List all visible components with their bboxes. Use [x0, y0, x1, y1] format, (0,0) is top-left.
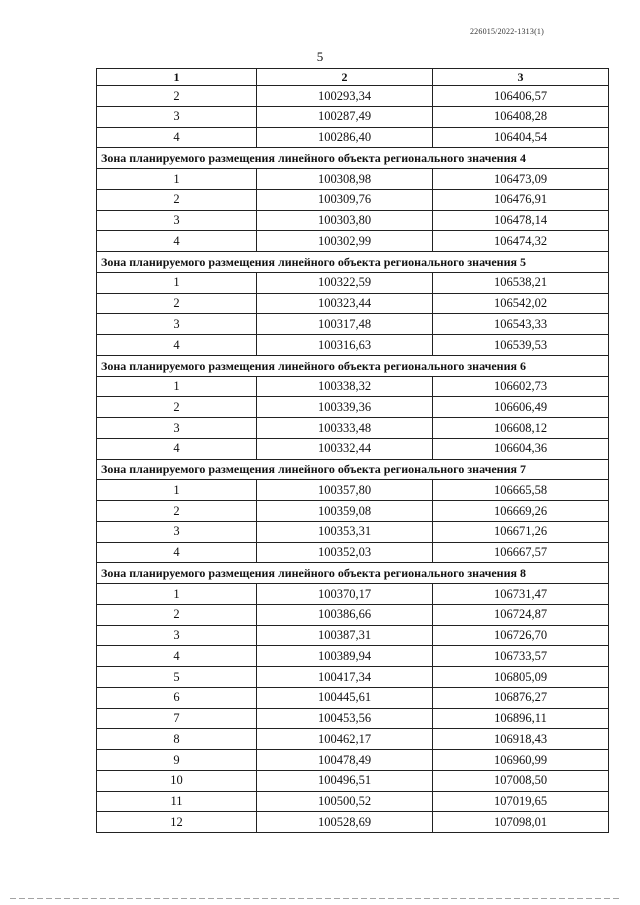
- table-header: [97, 69, 609, 86]
- table-row: [97, 272, 609, 293]
- table-row: [97, 708, 609, 729]
- y-coordinate-cell: 106478,14: [433, 210, 609, 231]
- y-coordinate-cell: 106733,57: [433, 646, 609, 667]
- table-row: [97, 169, 609, 190]
- x-coordinate-cell: 100308,98: [257, 169, 433, 190]
- y-coordinate-cell: 106539,53: [433, 335, 609, 356]
- document-id: 226015/2022-1313(1): [469, 27, 544, 36]
- y-coordinate-cell: 106896,11: [433, 708, 609, 729]
- table-row: [97, 86, 609, 107]
- table-row: [97, 729, 609, 750]
- point-number-cell: 6: [97, 687, 257, 708]
- y-coordinate-cell: 106404,54: [433, 127, 609, 148]
- point-number-cell: 1: [97, 169, 257, 190]
- table-row: [97, 335, 609, 356]
- y-coordinate-cell: 106726,70: [433, 625, 609, 646]
- section-header-row: [97, 252, 609, 273]
- point-number-cell: 12: [97, 812, 257, 833]
- y-coordinate-cell: 106606,49: [433, 397, 609, 418]
- x-coordinate-cell: 100453,56: [257, 708, 433, 729]
- y-coordinate-cell: 106538,21: [433, 272, 609, 293]
- section-title: Зона планируемого размещения линейного объекта регионального значения 4: [97, 148, 609, 169]
- point-number-cell: 1: [97, 480, 257, 501]
- table-row: [97, 667, 609, 688]
- x-coordinate-cell: 100389,94: [257, 646, 433, 667]
- section-header-row: [97, 148, 609, 169]
- table-row: [97, 438, 609, 459]
- table-row: [97, 397, 609, 418]
- x-coordinate-cell: 100323,44: [257, 293, 433, 314]
- point-number-cell: 4: [97, 127, 257, 148]
- table-row: [97, 646, 609, 667]
- point-number-cell: 2: [97, 501, 257, 522]
- x-coordinate-cell: 100322,59: [257, 272, 433, 293]
- y-coordinate-cell: 106724,87: [433, 604, 609, 625]
- x-coordinate-cell: 100352,03: [257, 542, 433, 563]
- x-coordinate-cell: 100316,63: [257, 335, 433, 356]
- y-coordinate-cell: 106474,32: [433, 231, 609, 252]
- point-number-cell: 2: [97, 604, 257, 625]
- scan-artifact-line: [10, 898, 622, 899]
- x-coordinate-cell: 100303,80: [257, 210, 433, 231]
- y-coordinate-cell: 106667,57: [433, 542, 609, 563]
- y-coordinate-cell: 106476,91: [433, 189, 609, 210]
- point-number-cell: 2: [97, 397, 257, 418]
- y-coordinate-cell: 106805,09: [433, 667, 609, 688]
- column-header-y: 3: [433, 69, 609, 86]
- y-coordinate-cell: 107019,65: [433, 791, 609, 812]
- x-coordinate-cell: 100339,36: [257, 397, 433, 418]
- point-number-cell: 3: [97, 210, 257, 231]
- y-coordinate-cell: 106604,36: [433, 438, 609, 459]
- section-header-row: [97, 563, 609, 584]
- point-number-cell: 4: [97, 542, 257, 563]
- y-coordinate-cell: 106731,47: [433, 584, 609, 605]
- x-coordinate-cell: 100445,61: [257, 687, 433, 708]
- point-number-cell: 3: [97, 521, 257, 542]
- x-coordinate-cell: 100353,31: [257, 521, 433, 542]
- y-coordinate-cell: 106669,26: [433, 501, 609, 522]
- y-coordinate-cell: 106543,33: [433, 314, 609, 335]
- header-row: [97, 69, 609, 86]
- x-coordinate-cell: 100309,76: [257, 189, 433, 210]
- x-coordinate-cell: 100462,17: [257, 729, 433, 750]
- point-number-cell: 5: [97, 667, 257, 688]
- point-number-cell: 11: [97, 791, 257, 812]
- point-number-cell: 4: [97, 335, 257, 356]
- x-coordinate-cell: 100528,69: [257, 812, 433, 833]
- page-number: 5: [316, 49, 324, 64]
- y-coordinate-cell: 106918,43: [433, 729, 609, 750]
- x-coordinate-cell: 100293,34: [257, 86, 433, 107]
- y-coordinate-cell: 106960,99: [433, 750, 609, 771]
- x-coordinate-cell: 100478,49: [257, 750, 433, 771]
- point-number-cell: 4: [97, 646, 257, 667]
- point-number-cell: 3: [97, 106, 257, 127]
- section-header-row: [97, 459, 609, 480]
- x-coordinate-cell: 100317,48: [257, 314, 433, 335]
- x-coordinate-cell: 100496,51: [257, 770, 433, 791]
- table-row: [97, 501, 609, 522]
- section-header-row: [97, 355, 609, 376]
- table-row: [97, 750, 609, 771]
- x-coordinate-cell: 100370,17: [257, 584, 433, 605]
- y-coordinate-cell: 106671,26: [433, 521, 609, 542]
- point-number-cell: 3: [97, 418, 257, 439]
- y-coordinate-cell: 106876,27: [433, 687, 609, 708]
- column-header-point: 1: [97, 69, 257, 86]
- table-row: [97, 189, 609, 210]
- section-title: Зона планируемого размещения линейного объекта регионального значения 5: [97, 252, 609, 273]
- table-row: [97, 770, 609, 791]
- x-coordinate-cell: 100357,80: [257, 480, 433, 501]
- point-number-cell: 3: [97, 314, 257, 335]
- point-number-cell: 1: [97, 272, 257, 293]
- table-row: [97, 812, 609, 833]
- point-number-cell: 4: [97, 231, 257, 252]
- table-row: [97, 210, 609, 231]
- y-coordinate-cell: 106608,12: [433, 418, 609, 439]
- y-coordinate-cell: 107008,50: [433, 770, 609, 791]
- x-coordinate-cell: 100500,52: [257, 791, 433, 812]
- point-number-cell: 4: [97, 438, 257, 459]
- point-number-cell: 3: [97, 625, 257, 646]
- table-row: [97, 625, 609, 646]
- table-row: [97, 687, 609, 708]
- table-row: [97, 480, 609, 501]
- y-coordinate-cell: 106602,73: [433, 376, 609, 397]
- point-number-cell: 10: [97, 770, 257, 791]
- section-title: Зона планируемого размещения линейного объекта регионального значения 6: [97, 355, 609, 376]
- section-title: Зона планируемого размещения линейного объекта регионального значения 7: [97, 459, 609, 480]
- table-row: [97, 231, 609, 252]
- point-number-cell: 1: [97, 584, 257, 605]
- point-number-cell: 1: [97, 376, 257, 397]
- x-coordinate-cell: 100286,40: [257, 127, 433, 148]
- x-coordinate-cell: 100332,44: [257, 438, 433, 459]
- point-number-cell: 8: [97, 729, 257, 750]
- table-row: [97, 106, 609, 127]
- table-row: [97, 127, 609, 148]
- y-coordinate-cell: 106665,58: [433, 480, 609, 501]
- x-coordinate-cell: 100386,66: [257, 604, 433, 625]
- x-coordinate-cell: 100417,34: [257, 667, 433, 688]
- y-coordinate-cell: 106408,28: [433, 106, 609, 127]
- x-coordinate-cell: 100287,49: [257, 106, 433, 127]
- table-row: [97, 293, 609, 314]
- point-number-cell: 9: [97, 750, 257, 771]
- table-row: [97, 542, 609, 563]
- table-row: [97, 521, 609, 542]
- section-title: Зона планируемого размещения линейного объекта регионального значения 8: [97, 563, 609, 584]
- x-coordinate-cell: 100387,31: [257, 625, 433, 646]
- coordinates-table: [96, 68, 609, 833]
- table-row: [97, 604, 609, 625]
- point-number-cell: 2: [97, 293, 257, 314]
- point-number-cell: 2: [97, 189, 257, 210]
- table-row: [97, 418, 609, 439]
- table-row: [97, 314, 609, 335]
- table-body: [97, 86, 609, 833]
- y-coordinate-cell: 107098,01: [433, 812, 609, 833]
- table-row: [97, 791, 609, 812]
- y-coordinate-cell: 106542,02: [433, 293, 609, 314]
- y-coordinate-cell: 106473,09: [433, 169, 609, 190]
- x-coordinate-cell: 100302,99: [257, 231, 433, 252]
- x-coordinate-cell: 100333,48: [257, 418, 433, 439]
- column-header-x: 2: [257, 69, 433, 86]
- y-coordinate-cell: 106406,57: [433, 86, 609, 107]
- point-number-cell: 7: [97, 708, 257, 729]
- table-row: [97, 376, 609, 397]
- table-row: [97, 584, 609, 605]
- point-number-cell: 2: [97, 86, 257, 107]
- x-coordinate-cell: 100359,08: [257, 501, 433, 522]
- x-coordinate-cell: 100338,32: [257, 376, 433, 397]
